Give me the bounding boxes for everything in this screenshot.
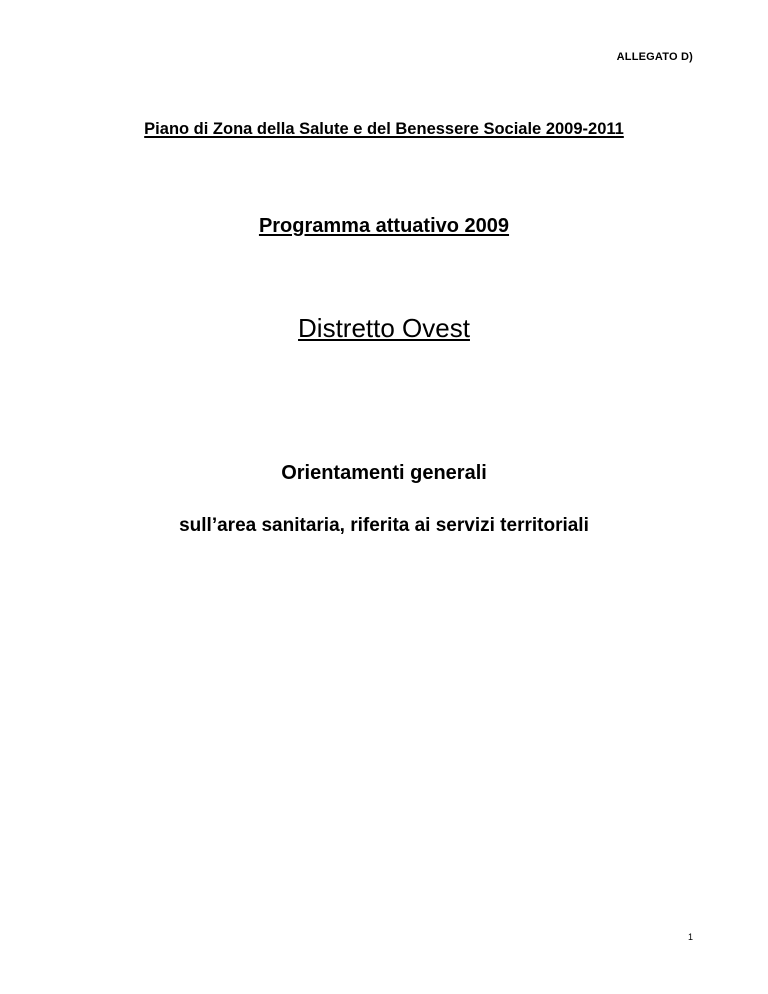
annex-label: ALLEGATO D) <box>616 51 693 63</box>
plan-title-text: Piano di Zona della Salute e del Benessere Sociale 2009-2011 <box>144 120 624 138</box>
program-title-text: Programma attuativo 2009 <box>258 215 510 237</box>
district-title-text: Distretto Ovest <box>298 313 470 343</box>
program-title <box>0 215 768 238</box>
plan-title <box>0 120 768 139</box>
orientation-heading: Orientamenti generali <box>281 462 487 484</box>
page-number: 1 <box>687 932 693 942</box>
area-subheading: sull’area sanitaria, riferita ai servizi territoriali <box>179 515 589 536</box>
district-title <box>0 313 768 344</box>
